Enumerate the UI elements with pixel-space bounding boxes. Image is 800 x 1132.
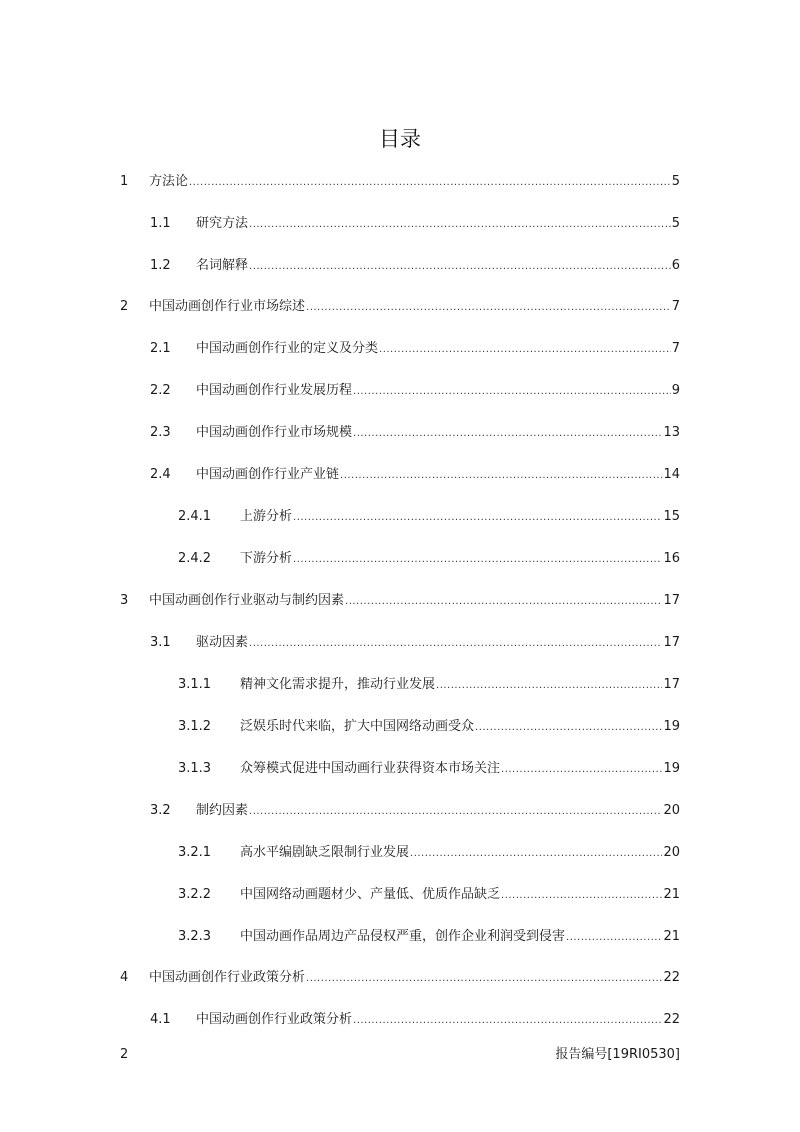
dot-leader	[475, 718, 662, 738]
dot-leader	[340, 466, 662, 486]
toc-entry[interactable]	[120, 172, 680, 192]
toc-entry-page: 20	[663, 803, 680, 818]
page-title: 目录	[379, 127, 421, 151]
dot-leader	[249, 257, 671, 277]
toc-entry-page: 13	[663, 425, 680, 440]
toc-entry[interactable]	[120, 968, 680, 988]
toc-entry-page: 14	[663, 467, 680, 482]
toc-entry-title: 下游分析	[240, 551, 293, 566]
toc-entry-title: 中国网络动画题材少、产量低、优质作品缺乏	[240, 887, 501, 902]
toc-entry[interactable]	[150, 256, 680, 276]
toc-entry-number: 3	[120, 593, 129, 608]
toc-entry-title: 中国动画创作行业发展历程	[196, 383, 353, 398]
toc-entry-number: 1	[120, 174, 129, 189]
toc-entry-page: 7	[671, 299, 680, 314]
toc-entry[interactable]	[178, 927, 680, 947]
toc-entry[interactable]	[178, 675, 680, 695]
dot-leader	[189, 173, 671, 193]
dot-leader	[353, 1011, 662, 1031]
toc-entry-page: 16	[663, 551, 680, 566]
dot-leader	[249, 802, 662, 822]
toc-entry-title: 名词解释	[196, 258, 249, 273]
toc-entry-number: 3.1.2	[178, 719, 212, 734]
toc-entry[interactable]	[150, 1010, 680, 1030]
toc-entry-number: 3.1.3	[178, 761, 212, 776]
toc-entry-title: 泛娱乐时代来临，扩大中国网络动画受众	[240, 719, 475, 734]
dot-leader	[379, 340, 671, 360]
dot-leader	[293, 550, 662, 570]
dot-leader	[306, 969, 662, 989]
toc-entry-title: 中国动画创作行业市场综述	[149, 299, 306, 314]
toc-entry-title: 研究方法	[196, 216, 249, 231]
toc-entry[interactable]	[120, 297, 680, 317]
toc-entry-number: 2.2	[150, 383, 171, 398]
toc-entry-number: 3.2.1	[178, 845, 212, 860]
toc-entry-title: 高水平编剧缺乏限制行业发展	[240, 845, 410, 860]
toc-entry-title: 制约因素	[196, 803, 249, 818]
dot-leader	[293, 508, 662, 528]
toc-entry-page: 6	[671, 258, 680, 273]
toc-entry-number: 1.2	[150, 258, 171, 273]
toc-entry[interactable]	[150, 423, 680, 443]
toc-entry-number: 3.1	[150, 635, 171, 650]
dot-leader	[410, 844, 662, 864]
toc-entry-number: 3.2.3	[178, 929, 212, 944]
dot-leader	[249, 215, 671, 235]
toc-entry-title: 上游分析	[240, 509, 293, 524]
toc-entry-page: 21	[663, 929, 680, 944]
footer-page-number: 2	[120, 1047, 129, 1062]
toc-entry-page: 17	[663, 677, 680, 692]
toc-entry-title: 中国动画创作行业政策分析	[196, 1012, 353, 1027]
toc-entry-title: 众筹模式促进中国动画行业获得资本市场关注	[240, 761, 501, 776]
toc-entry-title: 中国动画作品周边产品侵权严重，创作企业利润受到侵害	[240, 929, 566, 944]
dot-leader	[436, 676, 662, 696]
toc-entry-page: 20	[663, 845, 680, 860]
toc-entry-title: 中国动画创作行业政策分析	[149, 970, 306, 985]
toc-entry-page: 15	[663, 509, 680, 524]
toc-entry-number: 3.2	[150, 803, 171, 818]
toc-entry[interactable]	[150, 339, 680, 359]
toc-entry-page: 7	[671, 341, 680, 356]
toc-entry-number: 3.2.2	[178, 887, 212, 902]
toc-entry-number: 4.1	[150, 1012, 171, 1027]
toc-entry-title: 中国动画创作行业的定义及分类	[196, 341, 379, 356]
toc-entry-title: 驱动因素	[196, 635, 249, 650]
toc-entry-title: 精神文化需求提升，推动行业发展	[240, 677, 436, 692]
toc-entry-number: 4	[120, 970, 129, 985]
toc-entry-page: 19	[663, 719, 680, 734]
toc-entry[interactable]	[150, 214, 680, 234]
toc-entry-number: 2.3	[150, 425, 171, 440]
toc-entry-page: 5	[671, 174, 680, 189]
toc-entry-page: 5	[671, 216, 680, 231]
dot-leader	[306, 298, 671, 318]
toc-entry[interactable]	[178, 717, 680, 737]
toc-entry-number: 2	[120, 299, 129, 314]
dot-leader	[353, 382, 671, 402]
toc-entry[interactable]	[150, 633, 680, 653]
toc-entry-number: 2.4.2	[178, 551, 212, 566]
toc-entry-title: 中国动画创作行业产业链	[196, 467, 340, 482]
toc-entry-title: 中国动画创作行业驱动与制约因素	[149, 593, 345, 608]
toc-entry-number: 2.4	[150, 467, 171, 482]
toc-entry[interactable]	[178, 507, 680, 527]
toc-entry-number: 3.1.1	[178, 677, 212, 692]
toc-entry-page: 17	[663, 593, 680, 608]
dot-leader	[353, 424, 662, 444]
dot-leader	[501, 886, 662, 906]
toc-entry-page: 9	[671, 383, 680, 398]
toc-entry-title: 中国动画创作行业市场规模	[196, 425, 353, 440]
dot-leader	[249, 634, 662, 654]
toc-entry-title: 方法论	[149, 174, 189, 189]
toc-entry[interactable]	[178, 885, 680, 905]
toc-entry[interactable]	[120, 591, 680, 611]
toc-entry-page: 22	[663, 1012, 680, 1027]
toc-entry-page: 21	[663, 887, 680, 902]
toc-entry[interactable]	[178, 843, 680, 863]
toc-entry[interactable]	[178, 759, 680, 779]
toc-entry[interactable]	[150, 381, 680, 401]
footer-report-id: 报告编号[19RI0530]	[555, 1047, 680, 1062]
dot-leader	[566, 928, 662, 948]
dot-leader	[345, 592, 662, 612]
dot-leader	[501, 760, 662, 780]
toc-entry[interactable]	[150, 801, 680, 821]
toc-entry[interactable]	[150, 465, 680, 485]
toc-entry-number: 2.4.1	[178, 509, 212, 524]
toc-entry-page: 19	[663, 761, 680, 776]
toc-entry[interactable]	[178, 549, 680, 569]
toc-entry-page: 22	[663, 970, 680, 985]
toc-entry-page: 17	[663, 635, 680, 650]
toc-entry-number: 1.1	[150, 216, 171, 231]
toc-entry-number: 2.1	[150, 341, 171, 356]
